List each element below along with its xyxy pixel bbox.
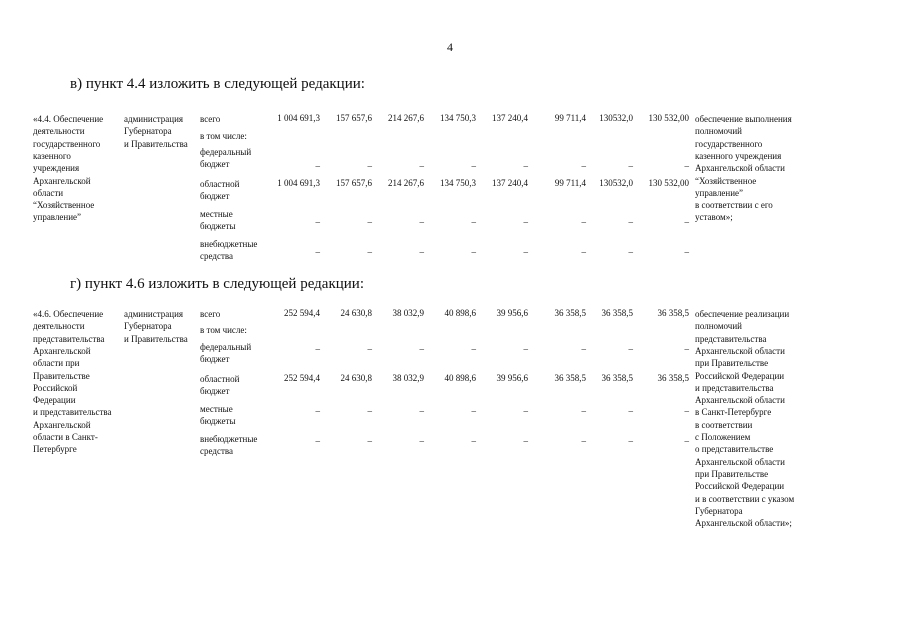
expected-result-line: Архангельской области [695,345,785,356]
budget-value: 24 630,8 [340,373,372,383]
budget-value: 137 240,4 [492,178,528,188]
row-label-line: бюджеты [200,221,236,232]
row-label-line: бюджет [200,354,230,365]
empty-value-dash: – [315,161,320,171]
budget-value: 36 358,5 [657,373,689,383]
empty-value-dash: – [523,247,528,257]
empty-value-dash: – [471,344,476,354]
empty-value-dash: – [523,344,528,354]
row-label-line: внебюджетные [200,434,258,444]
empty-value-dash: – [419,406,424,416]
empty-value-dash: – [684,406,689,416]
empty-value-dash: – [471,406,476,416]
empty-value-dash: – [684,217,689,227]
budget-value: 134 750,3 [440,178,476,188]
budget-value: 36 358,5 [554,308,586,318]
empty-value-dash: – [684,161,689,171]
item-name-line: Российской [33,382,78,393]
empty-value-dash: – [419,344,424,354]
item-name-line: области при [33,358,80,369]
budget-value: 39 956,6 [496,308,528,318]
page-number: 4 [447,40,453,54]
row-label-line: местные [200,209,233,219]
expected-result-line: государственного [695,138,763,149]
empty-value-dash: – [367,436,372,446]
row-label-line: федеральный [200,342,252,352]
expected-result-line: обеспечение выполнения [695,114,792,124]
empty-value-dash: – [581,247,586,257]
budget-value: 157 657,6 [336,178,372,188]
budget-value: 130532,0 [599,178,633,188]
budget-value: 38 032,9 [392,308,424,318]
budget-value: 214 267,6 [388,113,424,123]
row-label-line: бюджет [200,191,230,202]
item-name-line: деятельности [33,321,85,332]
expected-result-line: в Санкт-Петербурге [695,407,772,418]
empty-value-dash: – [367,217,372,227]
empty-value-dash: – [419,436,424,446]
item-name-line: управление” [33,212,82,223]
expected-result-line: “Хозяйственное [695,175,757,186]
item-name-line: государственного [33,138,101,149]
item-name-line: «4.6. Обеспечение [33,309,104,319]
row-label-line: в том числе: [200,325,247,335]
executor-line: Губернатора [124,126,172,137]
executor-line: Губернатора [124,321,172,332]
budget-value: 40 898,6 [444,373,476,383]
item-name-line: области [33,187,64,198]
empty-value-dash: – [315,406,320,416]
row-label-line: бюджет [200,386,230,397]
expected-result-line: представительства [695,333,767,344]
item-name-line: учреждения [33,163,80,174]
expected-result-line: Архангельской области [695,395,785,406]
empty-value-dash: – [471,436,476,446]
empty-value-dash: – [419,247,424,257]
row-label-line: местные [200,404,233,414]
empty-value-dash: – [419,161,424,171]
executor-line: администрация [124,309,184,319]
row-label-line: федеральный [200,147,252,157]
empty-value-dash: – [367,247,372,257]
empty-value-dash: – [581,344,586,354]
empty-value-dash: – [471,161,476,171]
expected-result-line: полномочий [695,126,742,137]
budget-value: 36 358,5 [657,308,689,318]
budget-value: 36 358,5 [554,373,586,383]
budget-value: 1 004 691,3 [277,113,320,123]
budget-value: 252 594,4 [284,373,320,383]
row-label-line: средства [200,251,234,262]
item-name-line: Архангельской [33,175,91,186]
budget-value: 252 594,4 [284,308,320,318]
expected-result-line: о представительстве [695,444,774,455]
empty-value-dash: – [628,436,633,446]
empty-value-dash: – [471,247,476,257]
empty-value-dash: – [628,344,633,354]
item-name-line: и представительства [33,407,112,418]
empty-value-dash: – [684,247,689,257]
row-label-line: средства [200,446,234,457]
expected-result-line: с Положением [695,432,751,442]
budget-value: 130 532,00 [648,113,689,123]
item-name-line: Правительстве [33,370,90,381]
empty-value-dash: – [581,161,586,171]
empty-value-dash: – [523,161,528,171]
expected-result-line: в соответствии [695,419,753,430]
budget-value: 40 898,6 [444,308,476,318]
empty-value-dash: – [628,406,633,416]
expected-result-line: в соответствии с его [695,200,773,211]
empty-value-dash: – [315,344,320,354]
expected-result-line: Архангельской области»; [695,518,792,529]
empty-value-dash: – [315,436,320,446]
budget-value: 39 956,6 [496,373,528,383]
item-name-line: Архангельской [33,419,91,430]
empty-value-dash: – [367,161,372,171]
expected-result-line: и представительства [695,382,774,393]
expected-result-line: Архангельской области [695,456,785,467]
budget-value: 157 657,6 [336,113,372,123]
empty-value-dash: – [684,436,689,446]
budget-value: 130532,0 [599,113,633,123]
section-heading: в) пункт 4.4 изложить в следующей редакции: [70,76,365,92]
executor-line: администрация [124,114,184,124]
budget-value: 1 004 691,3 [277,178,320,188]
section-heading: г) пункт 4.6 изложить в следующей редакции: [70,276,364,292]
expected-result-line: управление” [695,187,744,198]
empty-value-dash: – [628,217,633,227]
expected-result-line: при Правительстве [695,358,769,369]
expected-result-line: Архангельской области [695,163,785,174]
row-label-line: областной [200,374,240,384]
item-name-line: области в Санкт- [33,432,98,442]
empty-value-dash: – [367,406,372,416]
expected-result-line: уставом»; [695,212,733,223]
expected-result-line: казенного учреждения [695,150,782,161]
budget-value: 214 267,6 [388,178,424,188]
row-label-line: всего [200,114,221,124]
empty-value-dash: – [315,217,320,227]
row-label-line: в том числе: [200,131,247,141]
budget-value: 36 358,5 [601,373,633,383]
empty-value-dash: – [523,436,528,446]
empty-value-dash: – [315,247,320,257]
expected-result-line: и в соответствии с указом [695,493,795,504]
budget-value: 38 032,9 [392,373,424,383]
item-name-line: казенного [33,150,71,161]
expected-result-line: обеспечение реализации [695,309,790,319]
item-name-line: Петербурге [33,444,77,455]
row-label-line: бюджеты [200,416,236,427]
empty-value-dash: – [581,406,586,416]
budget-value: 36 358,5 [601,308,633,318]
budget-value: 137 240,4 [492,113,528,123]
executor-line: и Правительства [124,333,188,344]
empty-value-dash: – [684,344,689,354]
expected-result-line: полномочий [695,321,742,332]
empty-value-dash: – [628,161,633,171]
item-name-line: Архангельской [33,345,91,356]
item-name-line: представительства [33,333,105,344]
budget-value: 99 711,4 [554,178,586,188]
expected-result-line: при Правительстве [695,468,769,479]
item-name-line: деятельности [33,126,85,137]
empty-value-dash: – [523,217,528,227]
row-label-line: бюджет [200,159,230,170]
budget-value: 134 750,3 [440,113,476,123]
empty-value-dash: – [523,406,528,416]
expected-result-line: Губернатора [695,505,743,516]
item-name-line: «4.4. Обеспечение [33,114,104,124]
expected-result-line: Российской Федерации [695,481,785,492]
empty-value-dash: – [628,247,633,257]
row-label-line: внебюджетные [200,239,258,249]
budget-value: 99 711,4 [554,113,586,123]
row-label-line: всего [200,309,221,319]
item-name-line: “Хозяйственное [33,200,95,211]
budget-value: 24 630,8 [340,308,372,318]
item-name-line: Федерации [33,395,76,406]
empty-value-dash: – [471,217,476,227]
executor-line: и Правительства [124,138,188,149]
empty-value-dash: – [581,436,586,446]
empty-value-dash: – [367,344,372,354]
empty-value-dash: – [581,217,586,227]
expected-result-line: Российской Федерации [695,370,785,381]
row-label-line: областной [200,179,240,189]
budget-value: 130 532,00 [648,178,689,188]
empty-value-dash: – [419,217,424,227]
